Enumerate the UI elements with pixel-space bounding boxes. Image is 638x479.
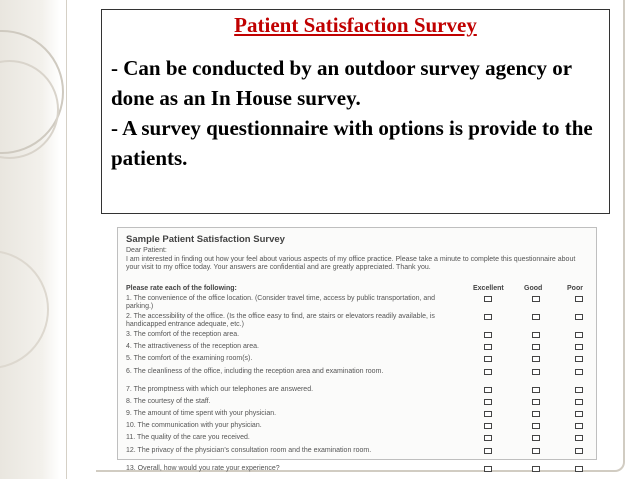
question-row [126, 355, 592, 367]
question-row [126, 465, 592, 477]
good-checkbox [532, 356, 540, 362]
form-title: Sample Patient Satisfaction Survey [126, 234, 285, 245]
question-row [126, 398, 592, 410]
sample-survey-image [117, 227, 597, 472]
slide-title: Patient Satisfaction Survey [234, 13, 477, 37]
question-text: 9. The amount of time spent with your physician. [126, 409, 277, 417]
good-checkbox [532, 314, 540, 320]
column-excellent: Excellent [473, 285, 504, 292]
question-row [126, 434, 592, 446]
good-checkbox [532, 332, 540, 338]
question-text: 10. The communication with your physician. [126, 422, 262, 430]
form-salutation: Dear Patient: [126, 247, 167, 254]
question-text: 8. The courtesy of the staff. [126, 397, 211, 405]
question-row [126, 313, 592, 331]
bullet-outdoor-agency: - Can be conducted by an outdoor survey agency or done as an In House survey. [111, 56, 572, 110]
poor-checkbox [575, 369, 583, 375]
question-row [126, 331, 592, 343]
excellent-checkbox [484, 296, 492, 302]
good-checkbox [532, 448, 540, 454]
question-text: 2. The accessibility of the office. (Is the office easy to find, are stairs or elevators readily available, is handicapped entrance adequate, etc.) [126, 313, 435, 328]
form-rate-prompt: Please rate each of the following: [126, 285, 237, 292]
excellent-checkbox [484, 466, 492, 472]
question-row [126, 410, 592, 422]
question-text: 5. The comfort of the examining room(s). [126, 355, 253, 363]
poor-checkbox [575, 448, 583, 454]
decorative-divider [66, 0, 67, 479]
poor-checkbox [575, 399, 583, 405]
excellent-checkbox [484, 411, 492, 417]
question-row [126, 447, 592, 465]
good-checkbox [532, 399, 540, 405]
poor-checkbox [575, 435, 583, 441]
poor-checkbox [575, 296, 583, 302]
poor-checkbox [575, 344, 583, 350]
question-row [126, 368, 592, 386]
excellent-checkbox [484, 314, 492, 320]
good-checkbox [532, 369, 540, 375]
poor-checkbox [575, 411, 583, 417]
excellent-checkbox [484, 356, 492, 362]
question-row [126, 422, 592, 434]
good-checkbox [532, 435, 540, 441]
poor-checkbox [575, 466, 583, 472]
excellent-checkbox [484, 369, 492, 375]
slide-text-box [101, 9, 610, 214]
question-text: 6. The cleanliness of the office, including the reception area and examination room. [126, 367, 384, 375]
question-text: 12. The privacy of the physician's consultation room and the examination room. [126, 446, 372, 454]
question-row [126, 343, 592, 355]
good-checkbox [532, 411, 540, 417]
excellent-checkbox [484, 344, 492, 350]
good-checkbox [532, 344, 540, 350]
decorative-side-panel [0, 0, 60, 479]
column-good: Good [524, 285, 543, 292]
excellent-checkbox [484, 332, 492, 338]
question-text: 1. The convenience of the office location. (Consider travel time, access by public transportation, and parking.) [126, 295, 436, 310]
question-text: 3. The comfort of the reception area. [126, 331, 240, 338]
bullet-questionnaire: - A survey questionnaire with options is provide to the patients. [111, 116, 593, 170]
excellent-checkbox [484, 448, 492, 454]
good-checkbox [532, 387, 540, 393]
poor-checkbox [575, 423, 583, 429]
poor-checkbox [575, 314, 583, 320]
column-poor: Poor [567, 285, 583, 292]
question-row [126, 386, 592, 398]
poor-checkbox [575, 387, 583, 393]
excellent-checkbox [484, 387, 492, 393]
good-checkbox [532, 466, 540, 472]
question-text: 4. The attractiveness of the reception area. [126, 343, 259, 351]
poor-checkbox [575, 356, 583, 362]
decorative-ring [0, 250, 49, 369]
question-text: 11. The quality of the care you received. [126, 434, 250, 442]
excellent-checkbox [484, 435, 492, 441]
good-checkbox [532, 423, 540, 429]
excellent-checkbox [484, 399, 492, 405]
question-row [126, 295, 592, 313]
excellent-checkbox [484, 423, 492, 429]
slide-body [111, 53, 606, 173]
good-checkbox [532, 296, 540, 302]
question-text: 7. The promptness with which our telephones are answered. [126, 385, 314, 393]
question-text: 13. Overall, how would you rate your experience? [126, 464, 280, 472]
poor-checkbox [575, 332, 583, 338]
question-list [126, 295, 592, 477]
form-intro: I am interested in finding out how your feel about various aspects of my office practice. Please take a minute to complete this questionnaire about your visit to my office today. Your answers are confidential and are greatly appreciated. Thank you. [126, 256, 576, 271]
